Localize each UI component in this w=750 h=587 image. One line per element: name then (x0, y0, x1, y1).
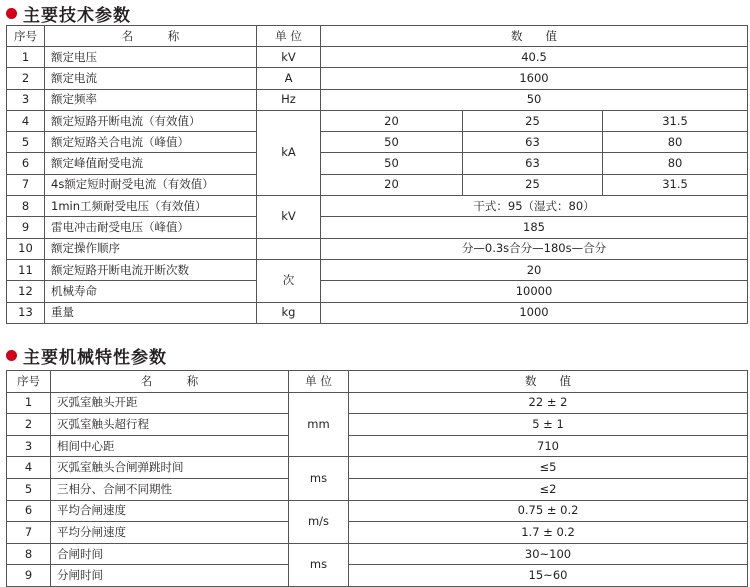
row-no: 13 (7, 302, 45, 323)
row-value: 20 (321, 259, 748, 280)
header-no: 序号 (7, 26, 45, 47)
section-title-mechanical (6, 344, 167, 366)
row-unit (257, 238, 321, 259)
row-no: 11 (7, 259, 45, 280)
header-value: 数 值 (349, 371, 748, 393)
row-value: 1000 (321, 302, 748, 323)
row-name: 灭弧室触头超行程 (51, 414, 289, 436)
row-name: 分闸时间 (51, 565, 289, 587)
header-unit: 单 位 (289, 371, 349, 393)
row-unit-merged: m/s (289, 500, 349, 543)
row-name: 相间中心距 (51, 435, 289, 457)
row-name: 额定电流 (45, 68, 257, 89)
row-no: 12 (7, 281, 45, 302)
row-name: 4s额定短时耐受电流（有效值） (45, 174, 257, 195)
row-name: 额定操作顺序 (45, 238, 257, 259)
row-value: 干式：95（湿式：80） (321, 196, 748, 217)
bullet-icon (6, 8, 17, 19)
row-value-1: 20 (321, 110, 463, 131)
row-no: 5 (7, 132, 45, 153)
table-header-row (7, 371, 748, 393)
row-value: ≤2 (349, 478, 748, 500)
table-row (7, 281, 748, 302)
row-no: 5 (7, 478, 51, 500)
row-value-1: 50 (321, 132, 463, 153)
row-no: 3 (7, 89, 45, 110)
row-value: 50 (321, 89, 748, 110)
row-unit-merged: mm (289, 392, 349, 457)
row-name: 额定电压 (45, 47, 257, 68)
table-row (7, 302, 748, 323)
row-no: 2 (7, 68, 45, 89)
row-name: 灭弧室触头合闸弹跳时间 (51, 457, 289, 479)
row-value-1: 50 (321, 153, 463, 174)
row-no: 2 (7, 414, 51, 436)
row-name: 重量 (45, 302, 257, 323)
row-unit-merged: ms (289, 457, 349, 500)
row-value: 10000 (321, 281, 748, 302)
table-row (7, 68, 748, 89)
table-row (7, 217, 748, 238)
row-value-2: 25 (463, 110, 603, 131)
row-value-3: 80 (603, 153, 748, 174)
header-no: 序号 (7, 371, 51, 393)
row-name: 额定频率 (45, 89, 257, 110)
row-name: 灭弧室触头开距 (51, 392, 289, 414)
table-row (7, 457, 748, 479)
table-row (7, 132, 748, 153)
table-row (7, 543, 748, 565)
row-value: 1.7 ± 0.2 (349, 522, 748, 544)
header-unit: 单 位 (257, 26, 321, 47)
row-no: 10 (7, 238, 45, 259)
table-row (7, 500, 748, 522)
row-value: 710 (349, 435, 748, 457)
section-title-technical (6, 2, 131, 24)
row-no: 6 (7, 500, 51, 522)
header-value: 数 值 (321, 26, 748, 47)
row-no: 8 (7, 196, 45, 217)
row-no: 1 (7, 392, 51, 414)
table-row (7, 392, 748, 414)
row-unit: kV (257, 47, 321, 68)
table-row (7, 565, 748, 587)
row-name: 额定峰值耐受电流 (45, 153, 257, 174)
table-row (7, 414, 748, 436)
section-title-text: 主要机械特性参数 (23, 347, 167, 368)
row-no: 4 (7, 110, 45, 131)
row-unit: Hz (257, 89, 321, 110)
row-no: 8 (7, 543, 51, 565)
row-name: 合闸时间 (51, 543, 289, 565)
row-no: 3 (7, 435, 51, 457)
row-no: 1 (7, 47, 45, 68)
row-no: 6 (7, 153, 45, 174)
table-row (7, 110, 748, 131)
table-row (7, 435, 748, 457)
mechanical-params-table (6, 370, 748, 587)
row-value: 分—0.3s合分—180s—合分 (321, 238, 748, 259)
row-value-1: 20 (321, 174, 463, 195)
row-name: 雷电冲击耐受电压（峰值） (45, 217, 257, 238)
row-unit-merged: 次 (257, 259, 321, 302)
table-row (7, 47, 748, 68)
row-unit-merged: kA (257, 110, 321, 195)
row-unit: A (257, 68, 321, 89)
row-value-2: 63 (463, 153, 603, 174)
row-name: 平均合闸速度 (51, 500, 289, 522)
row-name: 1min工频耐受电压（有效值） (45, 196, 257, 217)
table-header-row (7, 26, 748, 47)
row-value: 0.75 ± 0.2 (349, 500, 748, 522)
table-row (7, 174, 748, 195)
row-value-2: 63 (463, 132, 603, 153)
row-value: ≤5 (349, 457, 748, 479)
row-value-3: 31.5 (603, 110, 748, 131)
row-name: 三相分、合闸不同期性 (51, 478, 289, 500)
row-no: 9 (7, 217, 45, 238)
bullet-icon (6, 350, 17, 361)
table-row (7, 478, 748, 500)
row-no: 9 (7, 565, 51, 587)
row-name: 机械寿命 (45, 281, 257, 302)
table-row (7, 259, 748, 280)
table-row (7, 89, 748, 110)
row-value: 1600 (321, 68, 748, 89)
header-name: 名 称 (45, 26, 257, 47)
row-name: 额定短路关合电流（峰值） (45, 132, 257, 153)
row-name: 额定短路开断电流（有效值） (45, 110, 257, 131)
row-value-3: 31.5 (603, 174, 748, 195)
row-name: 平均分闸速度 (51, 522, 289, 544)
row-value: 15~60 (349, 565, 748, 587)
row-value: 185 (321, 217, 748, 238)
row-value-3: 80 (603, 132, 748, 153)
header-name: 名 称 (51, 371, 289, 393)
row-no: 7 (7, 174, 45, 195)
row-value: 40.5 (321, 47, 748, 68)
row-value-2: 25 (463, 174, 603, 195)
row-value: 30~100 (349, 543, 748, 565)
row-value: 5 ± 1 (349, 414, 748, 436)
row-unit: kg (257, 302, 321, 323)
row-no: 7 (7, 522, 51, 544)
row-no: 4 (7, 457, 51, 479)
row-unit-merged: ms (289, 543, 349, 586)
technical-params-table (6, 25, 748, 324)
row-name: 额定短路开断电流开断次数 (45, 259, 257, 280)
table-row (7, 153, 748, 174)
row-unit-merged: kV (257, 196, 321, 239)
section-title-text: 主要技术参数 (23, 5, 131, 26)
table-row (7, 196, 748, 217)
row-value: 22 ± 2 (349, 392, 748, 414)
table-row (7, 522, 748, 544)
table-row (7, 238, 748, 259)
